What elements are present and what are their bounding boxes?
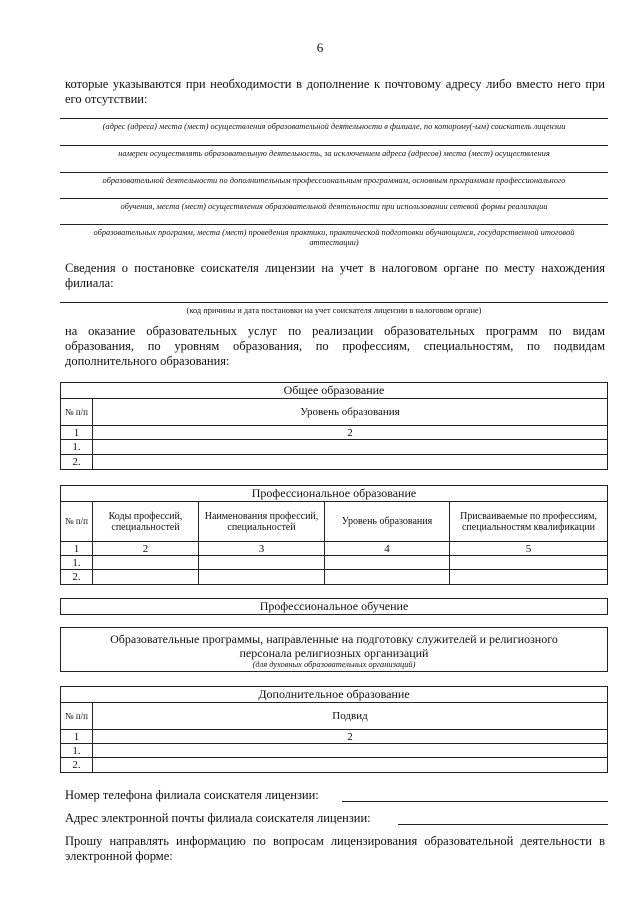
professional-education-table: [60, 485, 608, 585]
religious-note: (для духовных образовательных организаций): [252, 659, 416, 669]
tax-line[interactable]: [60, 302, 608, 303]
prof-idx-4: 4: [325, 542, 450, 556]
address-caption-5: образовательных программ, места (мест) проведения практики, практической подготовки обучающихся, государственной итоговой аттестации): [93, 228, 575, 247]
general-col-level: Уровень образования: [93, 399, 608, 426]
additional-cell[interactable]: [93, 744, 608, 758]
general-cell[interactable]: [93, 455, 608, 470]
prof-idx-3: 3: [199, 542, 325, 556]
general-cell[interactable]: [93, 440, 608, 455]
general-idx-2: 2: [93, 426, 608, 440]
table-row: [61, 744, 608, 758]
row-number: 1.: [61, 556, 93, 570]
address-line-3[interactable]: [60, 172, 608, 173]
address-line-2[interactable]: [60, 145, 608, 146]
prof-cell[interactable]: [450, 556, 608, 570]
row-number: 2.: [61, 570, 93, 585]
address-caption-2: намерен осуществлять образовательную деятельность, за исключением адреса (адресов) места (мест) осуществления: [118, 149, 550, 158]
row-number: 2.: [61, 758, 93, 773]
address-line-1[interactable]: [60, 118, 608, 119]
prof-cell[interactable]: [199, 556, 325, 570]
prof-col-qualification: Присваиваемые по профессиям, специальностям квалификации: [450, 502, 608, 542]
prof-cell[interactable]: [93, 556, 199, 570]
address-line-4[interactable]: [60, 198, 608, 199]
prof-idx-2: 2: [93, 542, 199, 556]
additional-education-table: [60, 686, 608, 773]
professional-training-box: [60, 598, 608, 615]
additional-title: Дополнительное образование: [61, 687, 608, 703]
tax-caption: (код причины и дата постановки на учет соискателя лицензии в налоговом органе): [186, 306, 482, 315]
page-number: 6: [316, 40, 324, 55]
phone-label: Номер телефона филиала соискателя лицензии:: [65, 788, 319, 802]
professional-training-title[interactable]: Профессиональное обучение: [61, 599, 608, 615]
prof-cell[interactable]: [450, 570, 608, 585]
address-caption-4: обучения, места (мест) осуществления образовательной деятельности при использовании сетевой формы реализации: [120, 202, 548, 211]
table-row: [61, 440, 608, 455]
prof-idx-5: 5: [450, 542, 608, 556]
prof-col-codes: Коды профессий, специальностей: [93, 502, 199, 542]
address-caption-1: (адрес (адреса) места (мест) осуществления образовательной деятельности в филиале, по которому(-ым) соискатель лицензии: [102, 122, 566, 131]
additional-col-sub: Подвид: [93, 703, 608, 730]
prof-col-level: Уровень образования: [325, 502, 450, 542]
general-title: Общее образование: [61, 383, 608, 399]
prof-cell[interactable]: [325, 556, 450, 570]
general-education-table: [60, 382, 608, 470]
services-text: на оказание образовательных услуг по реализации образовательных программ по видам образования, по уровням образования, по профессиям, специальностям, по подвидам дополнительного образования:: [65, 324, 605, 368]
row-number: 1.: [61, 744, 93, 758]
table-row: [61, 570, 608, 585]
address-caption-3: образовательной деятельности по дополнительным профессиональным программам, основным программам профессионального: [102, 176, 566, 185]
request-text: Прошу направлять информацию по вопросам лицензирования образовательной деятельности в электронной форме:: [65, 834, 605, 863]
table-row: [61, 758, 608, 773]
phone-field[interactable]: [342, 801, 608, 802]
tax-heading: Сведения о постановке соискателя лицензии на учет в налоговом органе по месту нахождения филиала:: [65, 261, 605, 290]
prof-idx-1: 1: [61, 542, 93, 556]
row-number: 1.: [61, 440, 93, 455]
general-idx-1: 1: [61, 426, 93, 440]
row-number: 2.: [61, 455, 93, 470]
professional-title: Профессиональное образование: [61, 486, 608, 502]
email-label: Адрес электронной почты филиала соискателя лицензии:: [65, 811, 371, 825]
prof-cell[interactable]: [199, 570, 325, 585]
address-line-5[interactable]: [60, 224, 608, 225]
prof-cell[interactable]: [93, 570, 199, 585]
prof-col-num: № п/п: [61, 502, 93, 542]
religious-programs-box: [60, 627, 608, 672]
table-row: [61, 556, 608, 570]
religious-line-2: персонала религиозных организаций: [239, 645, 429, 660]
religious-line-1: Образовательные программы, направленные на подготовку служителей и религиозного: [110, 631, 558, 646]
intro-text: которые указываются при необходимости в дополнение к почтовому адресу либо вместо него при его отсутствии:: [65, 77, 605, 106]
prof-cell[interactable]: [325, 570, 450, 585]
religious-programs[interactable]: [61, 628, 608, 672]
additional-idx-2: 2: [93, 730, 608, 744]
table-row: [61, 455, 608, 470]
prof-col-names: Наименования профессий, специальностей: [199, 502, 325, 542]
additional-idx-1: 1: [61, 730, 93, 744]
additional-col-num: № п/п: [61, 703, 93, 730]
additional-cell[interactable]: [93, 758, 608, 773]
email-field[interactable]: [398, 824, 608, 825]
general-col-num: № п/п: [61, 399, 93, 426]
